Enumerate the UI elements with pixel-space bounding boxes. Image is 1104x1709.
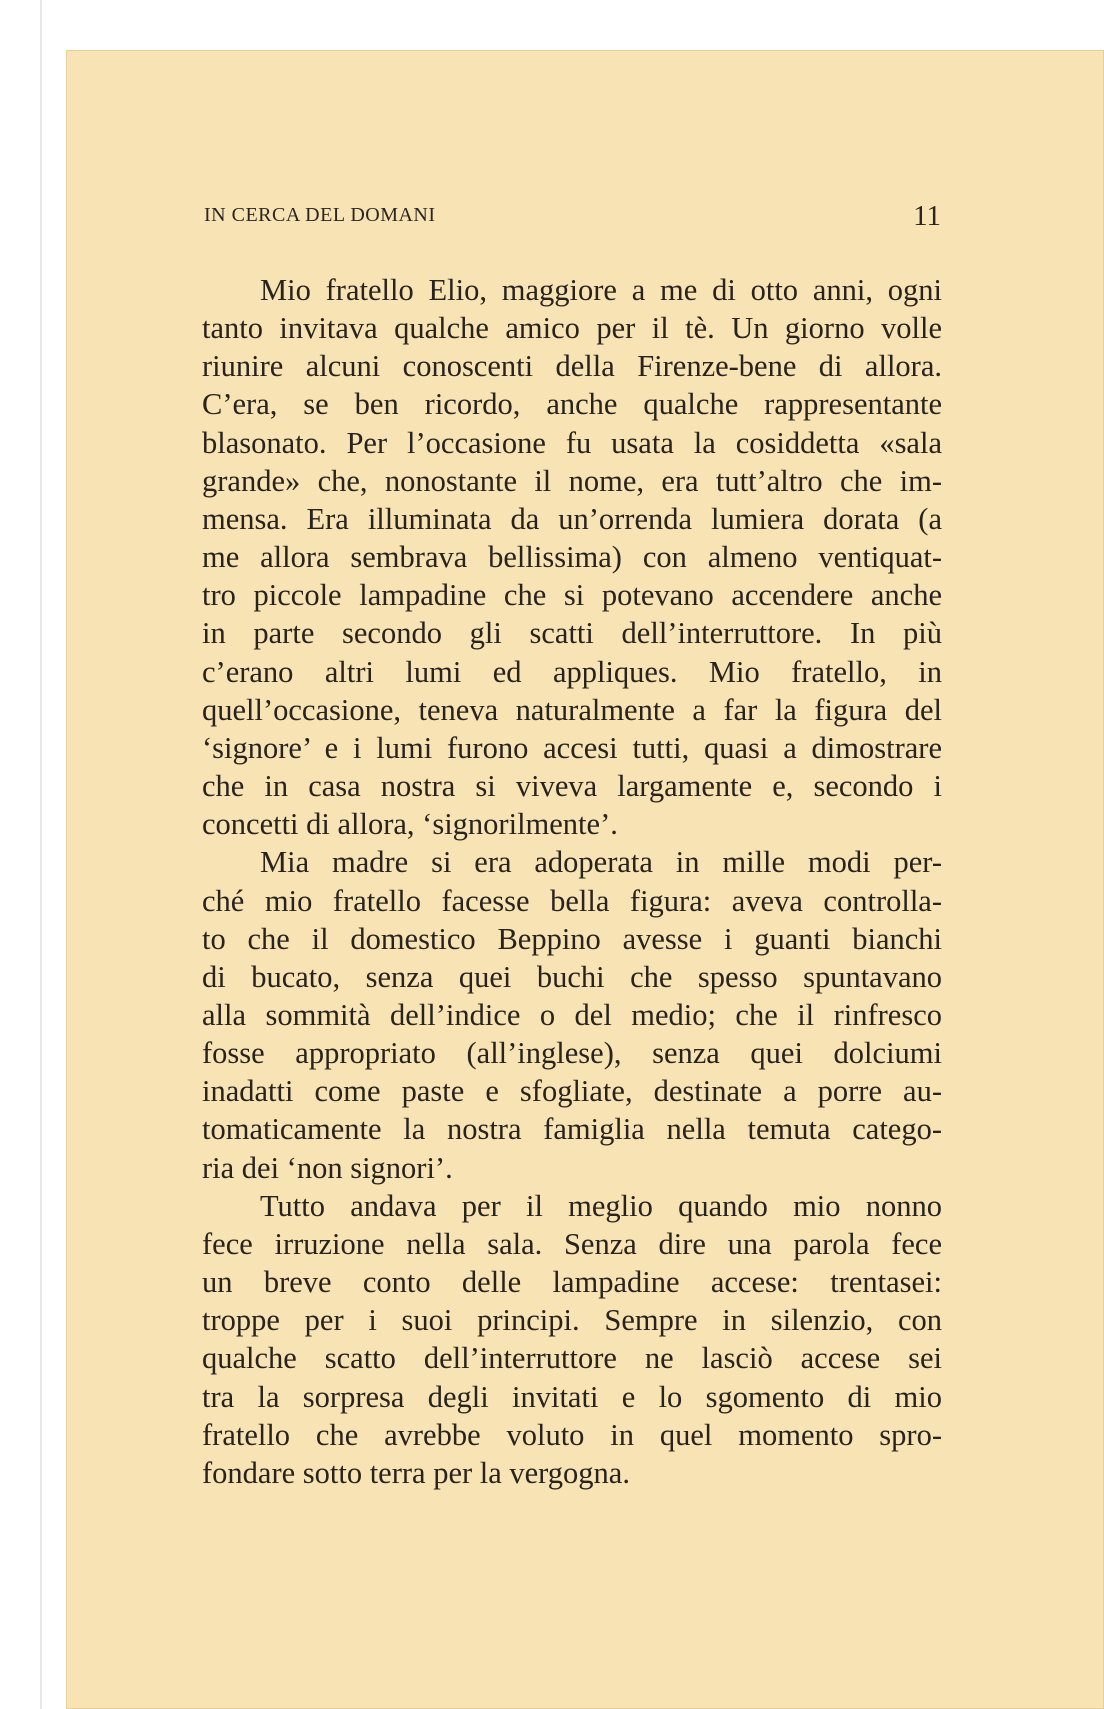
text-line: tra la sorpresa degli invitati e lo sgomento di mio [202, 1379, 942, 1414]
running-head [204, 200, 941, 240]
text-line: grande» che, nonostante il nome, era tutt’altro che im- [202, 463, 942, 498]
text-line: inadatti come paste e sfogliate, destinate a porre au- [202, 1074, 942, 1109]
text-line: troppe per i suoi principi. Sempre in silenzio, con [202, 1303, 942, 1338]
text-line: ria dei ‘non signori’. [202, 1150, 453, 1185]
text-line: riunire alcuni conoscenti della Firenze-bene di allora. [202, 349, 942, 384]
text-line: C’era, se ben ricordo, anche qualche rappresentante [202, 387, 942, 422]
scan-edge [40, 0, 42, 1709]
text-line: to che il domestico Beppino avesse i guanti bianchi [202, 921, 942, 956]
text-line: fosse appropriato (all’inglese), senza quei dolciumi [202, 1036, 942, 1071]
text-line: me allora sembrava bellissima) con almeno ventiquat- [202, 540, 942, 575]
text-line: tro piccole lampadine che si potevano accendere anche [202, 578, 942, 613]
text-line: fratello che avrebbe voluto in quel momento spro- [202, 1417, 942, 1452]
text-line: qualche scatto dell’interruttore ne lasciò accese sei [202, 1341, 942, 1376]
paragraph-2 [202, 843, 942, 1186]
text-line: quell’occasione, teneva naturalmente a far la figura del [202, 692, 942, 727]
text-line: concetti di allora, ‘signorilmente’. [202, 807, 618, 842]
text-line: alla sommità dell’indice o del medio; che il rinfresco [202, 997, 942, 1032]
text-line: ‘signore’ e i lumi furono accesi tutti, quasi a dimostrare [202, 730, 942, 765]
text-line: blasonato. Per l’occasione fu usata la cosiddetta «sala [202, 425, 942, 460]
text-line: che in casa nostra si viveva largamente e, secondo i [202, 769, 942, 804]
text-line: fondare sotto terra per la vergogna. [202, 1455, 630, 1490]
text-line: di bucato, senza quei buchi che spesso spuntavano [202, 959, 942, 994]
text-line: mensa. Era illuminata da un’orrenda lumiera dorata (a [202, 501, 942, 536]
text-line: Mia madre si era adoperata in mille modi per- [260, 845, 942, 880]
text-line: fece irruzione nella sala. Senza dire una parola fece [202, 1226, 942, 1261]
body-text [202, 271, 942, 1492]
paragraph-3 [202, 1187, 942, 1492]
paragraph-1 [202, 271, 942, 843]
text-line: un breve conto delle lampadine accese: trentasei: [202, 1265, 942, 1300]
running-title: IN CERCA DEL DOMANI [204, 204, 436, 226]
text-line: in parte secondo gli scatti dell’interruttore. In più [202, 616, 942, 651]
text-line: tanto invitava qualche amico per il tè. Un giorno volle [202, 311, 942, 346]
text-line: Tutto andava per il meglio quando mio nonno [260, 1188, 942, 1223]
text-line: Mio fratello Elio, maggiore a me di otto anni, ogni [260, 273, 942, 307]
page-number: 11 [913, 200, 941, 232]
text-line: c’erano altri lumi ed appliques. Mio fratello, in [202, 654, 942, 689]
text-line: ché mio fratello facesse bella figura: aveva controlla- [202, 883, 942, 918]
text-line: tomaticamente la nostra famiglia nella temuta catego- [202, 1112, 942, 1147]
